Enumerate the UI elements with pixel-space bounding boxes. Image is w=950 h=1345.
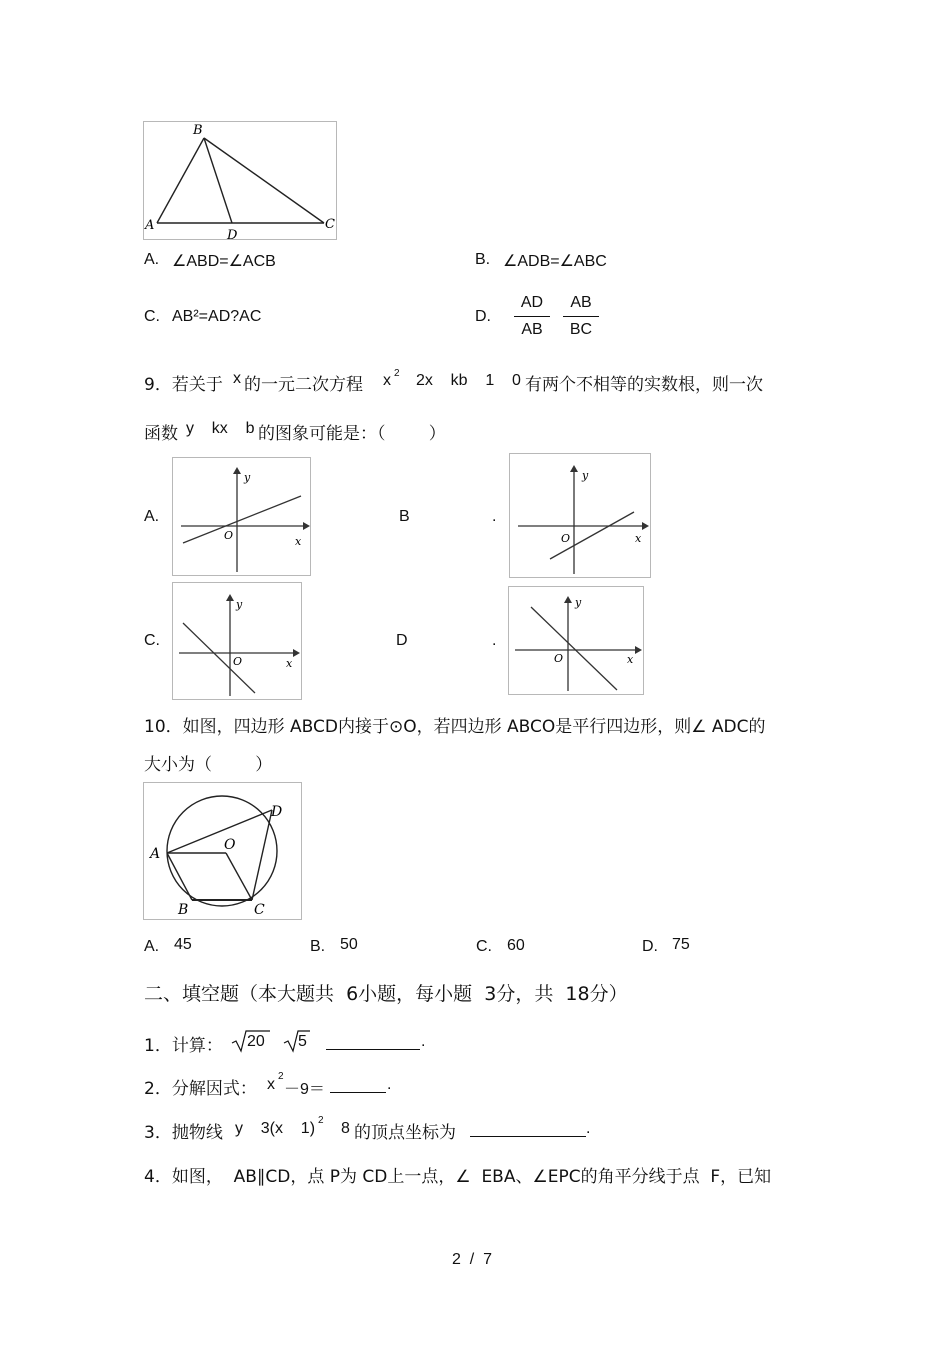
q9-eq2: y kx b xyxy=(186,420,255,437)
q9-text-a: 9．若关于 xyxy=(144,375,223,395)
fill-q1-radicand-1: 20 xyxy=(247,1033,265,1050)
q10-label-b: B xyxy=(178,902,189,918)
fill-q1-answer-blank[interactable] xyxy=(326,1033,420,1050)
q9-graph-a-svg xyxy=(173,458,310,575)
q8-option-b-letter: B. xyxy=(475,251,491,268)
q10-label-a: A xyxy=(150,846,161,862)
fill-q3-period: . xyxy=(586,1120,591,1137)
q8-option-d-fracline1 xyxy=(514,316,550,317)
q9-a-origin: O xyxy=(224,529,234,542)
q9-graph-c xyxy=(172,582,302,700)
q8-label-c: C xyxy=(325,217,335,232)
q9-d-xlabel: x xyxy=(627,653,634,666)
q9-option-c-letter: C. xyxy=(144,632,160,649)
q8-option-d-letter: D. xyxy=(475,308,491,325)
fill-q1-label: 1．计算： xyxy=(144,1036,223,1056)
q8-triangle-figure xyxy=(143,121,337,240)
fill-q4-line: 4．如图， AB∥CD，点 P为 CD上一点，∠ EBA、∠EPC的角平分线于点 F，已知 xyxy=(144,1167,772,1187)
q10-option-b-letter: B. xyxy=(310,938,326,955)
fill-q3-exp: 2 xyxy=(318,1115,324,1126)
q9-graph-d-svg xyxy=(509,587,643,694)
q8-option-a-text: ∠ABD=∠ACB xyxy=(172,253,276,270)
q9-option-b-dot: . xyxy=(492,508,497,525)
q8-option-d-den2: BC xyxy=(569,321,593,338)
q10-option-c-letter: C. xyxy=(476,938,492,955)
q8-option-d-num1: AD xyxy=(520,294,544,311)
fill-q2-answer-blank[interactable] xyxy=(330,1076,386,1093)
q9-d-ylabel: y xyxy=(575,596,582,609)
fill-q2-label: 2．分解因式： xyxy=(144,1079,257,1099)
q9-c-origin: O xyxy=(233,655,243,668)
fill-q3-label: 3．抛物线 xyxy=(144,1123,223,1143)
q9-graph-b-svg xyxy=(510,454,650,577)
q8-option-d-den1: AB xyxy=(521,321,543,338)
q9-b-origin: O xyxy=(561,532,571,545)
q8-label-a: A xyxy=(145,218,155,233)
q10-option-a-value: 45 xyxy=(174,936,192,953)
q9-text-b: 的一元二次方程 xyxy=(244,375,363,395)
q9-eq-x: x xyxy=(383,372,391,389)
q10-option-d-letter: D. xyxy=(642,938,658,955)
q9-var-x: x xyxy=(233,370,241,387)
fill-q2-period: . xyxy=(387,1076,392,1093)
q10-line2: 大小为（ ） xyxy=(144,755,273,775)
q9-text-c: 有两个不相等的实数根，则一次 xyxy=(525,375,763,395)
q8-option-c-text: AB²=AD?AC xyxy=(172,308,262,325)
q9-b-xlabel: x xyxy=(635,532,642,545)
q9-b-ylabel: y xyxy=(582,469,589,482)
q10-option-d-value: 75 xyxy=(672,936,690,953)
q9-eq-rest: 2x kb 1 0 xyxy=(416,372,521,389)
q9-option-a-letter: A. xyxy=(144,508,160,525)
q10-option-c-value: 60 xyxy=(507,937,525,954)
q9-graph-d xyxy=(508,586,644,695)
q8-option-d-fracline2 xyxy=(563,316,599,317)
q9-option-d-dot: . xyxy=(492,632,497,649)
q10-label-c: C xyxy=(254,902,265,918)
q8-option-d-num2: AB xyxy=(570,294,592,311)
q10-option-a-letter: A. xyxy=(144,938,160,955)
fill-q3-eq2: 8 xyxy=(341,1120,350,1137)
q9-d-origin: O xyxy=(554,652,564,665)
fill-q2-exp: 2 xyxy=(278,1071,284,1082)
fill-q2-x: x xyxy=(267,1076,275,1093)
q9-option-d-letter: D xyxy=(396,632,408,649)
q10-option-b-value: 50 xyxy=(340,936,358,953)
q9-graph-c-svg xyxy=(173,583,301,699)
q8-triangle-svg xyxy=(144,122,336,239)
q10-line1: 10．如图，四边形 ABCD内接于⊙O，若四边形 ABCO是平行四边形，则∠ ADC的 xyxy=(144,717,766,737)
q9-text-e: 的图象可能是：（ ） xyxy=(258,424,446,444)
q9-eq-exp: 2 xyxy=(394,368,400,379)
q8-option-a-letter: A. xyxy=(144,251,160,268)
q9-a-ylabel: y xyxy=(244,471,251,484)
fill-q3-eq: y 3(x 1) xyxy=(235,1120,316,1137)
fill-q1-period: . xyxy=(421,1033,426,1050)
q8-option-b-text: ∠ADB=∠ABC xyxy=(503,253,607,270)
q8-label-b: B xyxy=(193,123,203,138)
q9-text-d: 函数 xyxy=(144,424,178,444)
q9-a-xlabel: x xyxy=(295,535,302,548)
fill-q2-rest: －9＝ xyxy=(284,1081,325,1098)
page-number: 2 / 7 xyxy=(452,1251,493,1268)
q8-label-d: D xyxy=(227,228,238,239)
q10-circle-figure xyxy=(143,782,302,920)
q9-option-b-letter: B xyxy=(399,508,410,525)
q9-c-ylabel: y xyxy=(236,598,243,611)
fill-q1-radicand-2: 5 xyxy=(298,1033,307,1050)
section2-title: 二、填空题（本大题共 6小题，每小题 3分，共 18分） xyxy=(144,983,628,1005)
q10-label-o: O xyxy=(224,837,236,853)
q10-circle-svg xyxy=(144,783,301,919)
q9-c-xlabel: x xyxy=(286,657,293,670)
q8-option-c-letter: C. xyxy=(144,308,160,325)
fill-q3-answer-blank[interactable] xyxy=(470,1120,586,1137)
q9-graph-b xyxy=(509,453,651,578)
q9-graph-a xyxy=(172,457,311,576)
q10-label-d: D xyxy=(271,804,283,820)
fill-q3-text: 的顶点坐标为 xyxy=(354,1123,456,1143)
